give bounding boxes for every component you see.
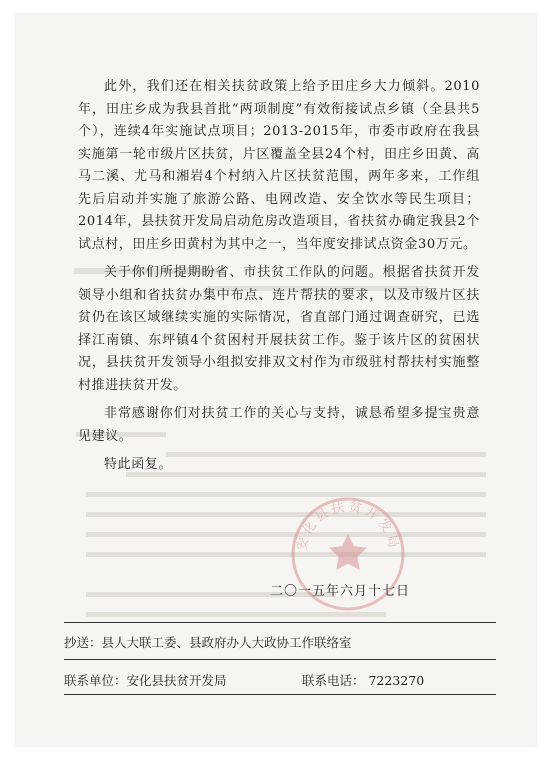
footer-divider-top <box>64 622 496 623</box>
paragraph-closing: 特此函复。 <box>104 457 173 472</box>
footer-divider-middle <box>64 659 496 660</box>
contact-line <box>64 671 494 689</box>
letter-page <box>16 14 536 746</box>
svg-text:安化县扶贫开发局: 安化县扶贫开发局 <box>294 499 402 553</box>
cc-line: 抄送：县人大联工委、县政府办人大政协工作联络室 <box>64 635 352 650</box>
letter-body <box>78 76 480 477</box>
paragraph-thanks: 非常感谢你们对扶贫工作的关心与支持，诚恳希望多提宝贵意见建议。 <box>78 406 480 444</box>
paragraph-work-team: 关于你们所提期盼省、市扶贫工作队的问题。根据省扶贫开发领导小组和省扶贫办集中布点、连片帮扶的要求，以及市级片区扶贫仍在该区域继续实施的实际情况，省直部门通过调查研究，已选择江南镇、东坪镇4个贫困村开展扶贫工作。鉴于该片区的贫困状况，县扶贫开发领导小组拟安排双文村作为市级驻村帮扶村实施整村推进扶贫开发。 <box>78 265 480 393</box>
contact-unit: 联系单位：安化县扶贫开发局 <box>64 673 227 688</box>
contact-phone: 联系电话： 7223270 <box>302 673 425 688</box>
footer-divider-bottom <box>64 694 496 695</box>
letter-date: 二〇一五年六月十七日 <box>270 584 411 599</box>
paragraph-policy: 此外，我们还在相关扶贫政策上给予田庄乡大力倾斜。2010年，田庄乡成为我县首批“两项制度”有效衔接试点乡镇（全县共5个），连续4年实施试点项目；2013-2015年，市委市政府在我县实施第一轮市级片区扶贫，片区覆盖全县24个村，田庄乡田黄、高马二溪、尤马和湘岩4个村纳入片区扶贫范围，两年多来，工作组先后启动并实施了旅游公路、电网改造、安全饮水等民生项目；2014年，县扶贫开发局启动危房改造项目，省扶贫办确定我县2个试点村，田庄乡田黄村为其中之一，当年度安排试点资金30万元。 <box>78 79 480 252</box>
